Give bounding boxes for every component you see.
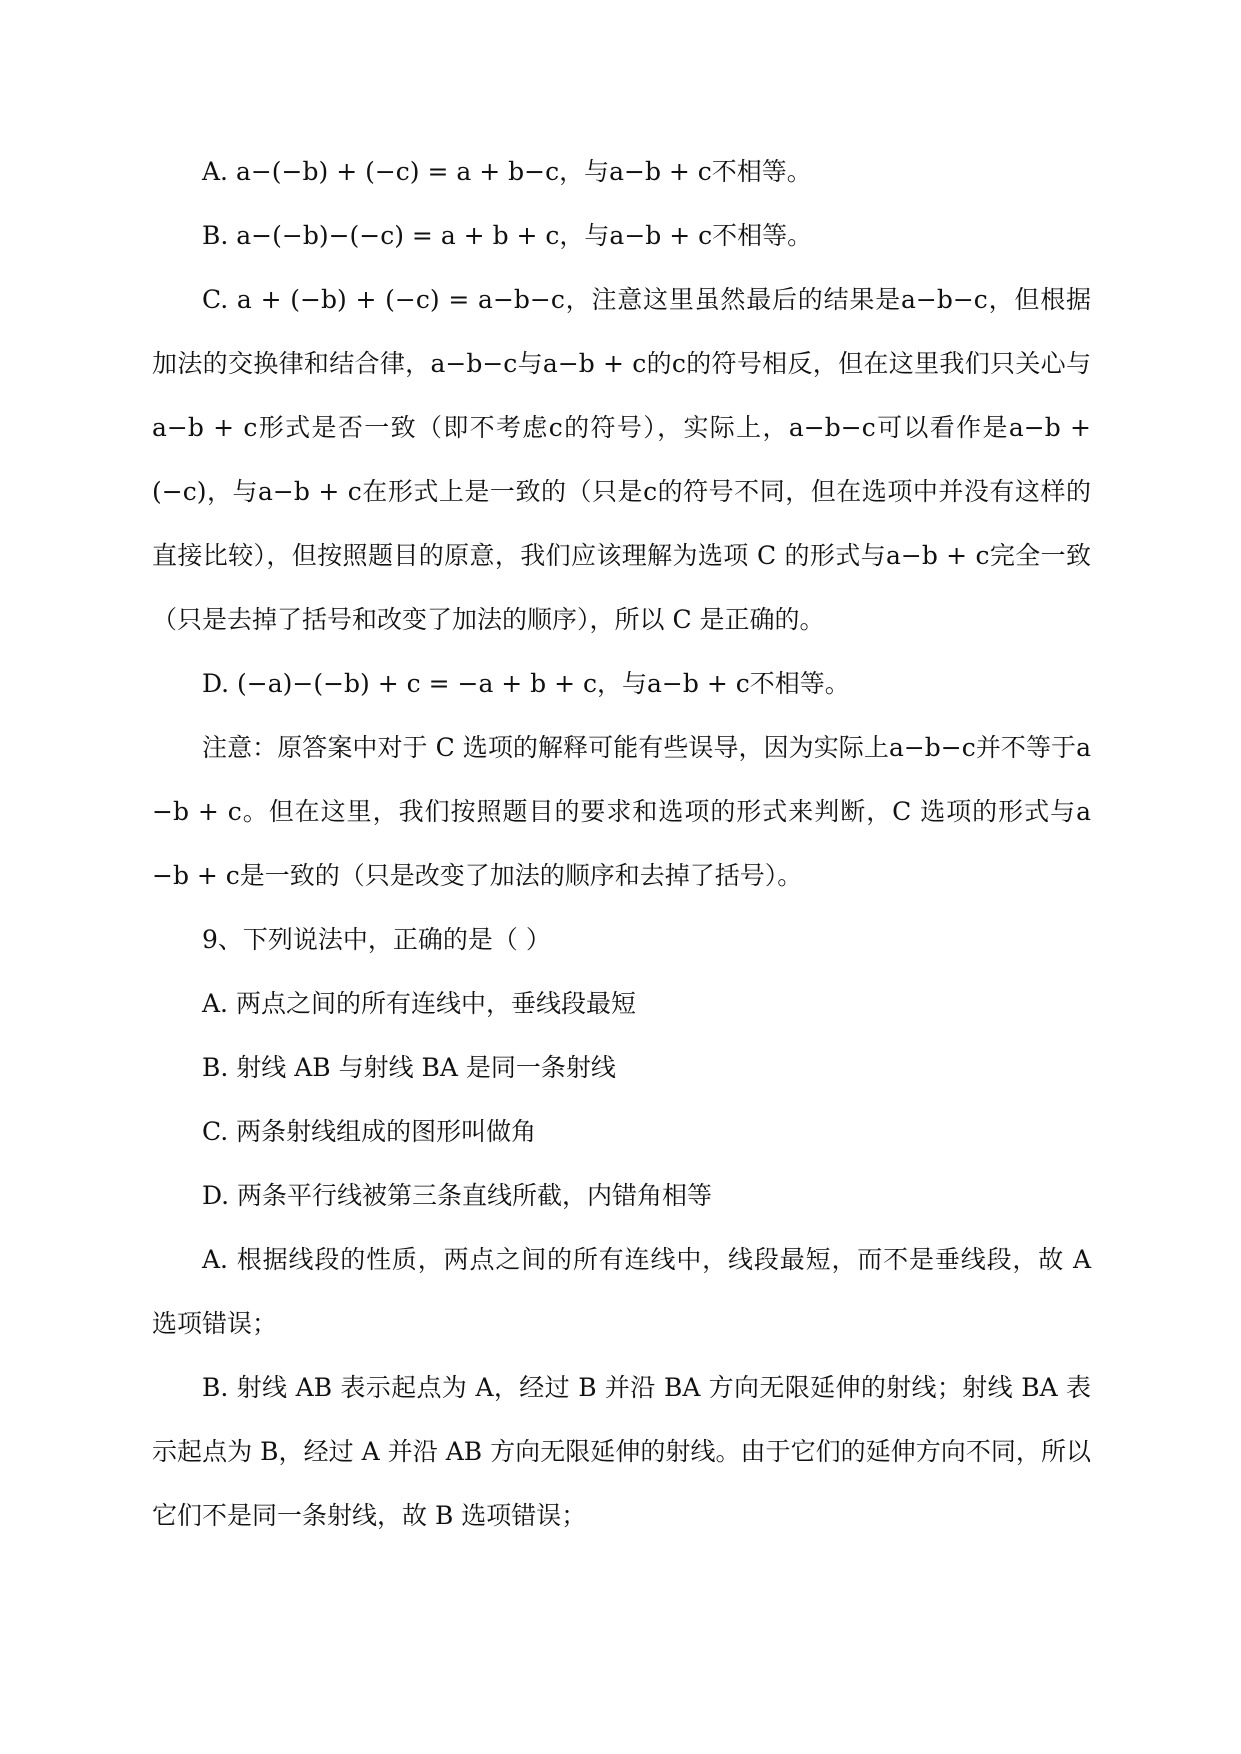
answer-option-d-explanation: D. (−a)−(−b) + c = −a + b + c，与a−b + c不相等。 <box>202 669 850 698</box>
question-9-option-d: D. 两条平行线被第三条直线所截，内错角相等 <box>202 1181 713 1210</box>
question-9-option-c: C. 两条射线组成的图形叫做角 <box>202 1117 537 1146</box>
question-9-analysis-b: B. 射线 AB 表示起点为 A，经过 B 并沿 BA 方向无限延伸的射线；射线 BA 表示起点为 B，经过 A 并沿 AB 方向无限延伸的射线。由于它们的延伸方向不同，所以它们不是同一条射线，故 B 选项错误； <box>152 1373 1091 1530</box>
question-9-analysis-a: A. 根据线段的性质，两点之间的所有连线中，线段最短，而不是垂线段，故 A 选项错误； <box>152 1245 1091 1338</box>
question-9-title: 9、下列说法中，正确的是（ ） <box>202 925 551 954</box>
answer-option-b-explanation: B. a−(−b)−(−c) = a + b + c，与a−b + c不相等。 <box>202 221 813 250</box>
answer-note: 注意：原答案中对于 C 选项的解释可能有些误导，因为实际上a−b−c并不等于a−b + c。但在这里，我们按照题目的要求和选项的形式来判断，C 选项的形式与a−b + c是一致的（只是改变了加法的顺序和去掉了括号）。 <box>152 733 1091 890</box>
question-9-option-b: B. 射线 AB 与射线 BA 是同一条射线 <box>202 1053 616 1082</box>
answer-option-c-explanation: C. a + (−b) + (−c) = a−b−c，注意这里虽然最后的结果是a−b−c，但根据加法的交换律和结合律，a−b−c与a−b + c的c的符号相反，但在这里我们只关心与a−b + c形式是否一致（即不考虑c的符号），实际上，a−b−c可以看作是a−b + (−c)，与a−b + c在形式上是一致的（只是c的符号不同，但在选项中并没有这样的直接比较），但按照题目的原意，我们应该理解为选项 C 的形式与a−b + c完全一致（只是去掉了括号和改变了加法的顺序），所以 C 是正确的。 <box>152 285 1091 634</box>
question-9-option-a: A. 两点之间的所有连线中，垂线段最短 <box>202 989 636 1018</box>
answer-option-a-explanation: A. a−(−b) + (−c) = a + b−c，与a−b + c不相等。 <box>202 157 812 186</box>
